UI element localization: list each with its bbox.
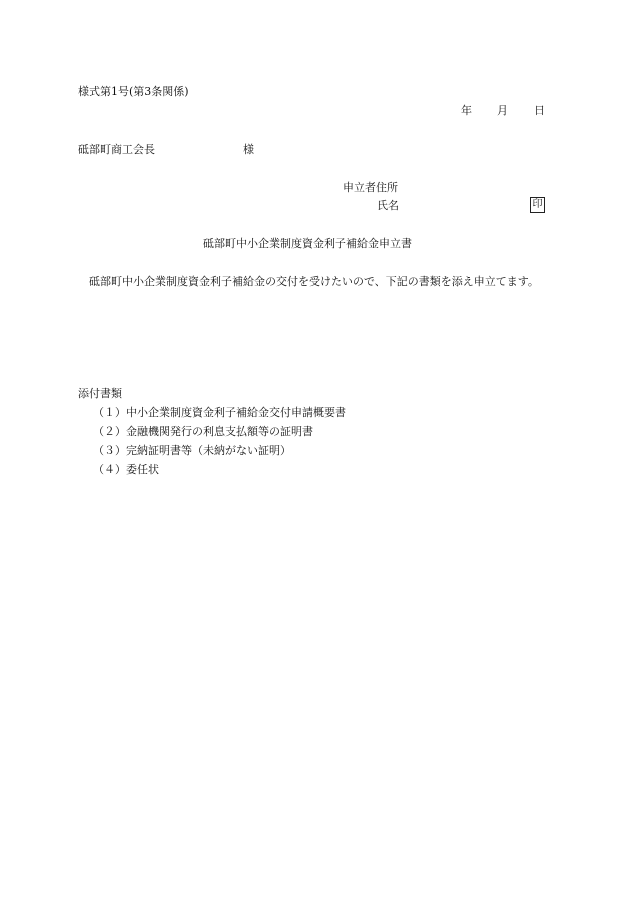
attachment-item [93,463,159,476]
seal-mark: 印 [530,197,545,213]
applicant-name-label: 氏名 [377,199,399,212]
date-month-label: 月 [497,104,508,117]
attachment-item [93,444,291,457]
attachment-text: 委任状 [126,463,159,476]
attachment-text: 金融機関発行の利息支払額等の証明書 [126,425,313,438]
date-day-label: 日 [534,104,545,117]
applicant-address-label: 申立者住所 [343,181,398,194]
attachment-item [93,425,313,438]
attachment-text: 中小企業制度資金利子補給金交付申請概要書 [126,406,346,419]
document-title: 砥部町中小企業制度資金利子補給金申立書 [203,237,412,250]
recipient: 砥部町商工会長 [78,143,155,156]
attachment-item [93,406,346,419]
attachment-number: （１） [93,406,126,419]
date-line [461,104,545,117]
recipient-honorific: 様 [243,143,254,156]
attachment-text: 完納証明書等（未納がない証明） [126,444,291,457]
attachment-number: （３） [93,444,126,457]
attachment-number: （４） [93,463,126,476]
attachment-number: （２） [93,425,126,438]
body-paragraph: 砥部町中小企業制度資金利子補給金の交付を受けたいので、下記の書類を添え申立てます。 [89,275,539,288]
form-number: 様式第1号(第3条関係) [78,85,189,98]
attachments-heading: 添付書類 [78,387,122,400]
date-year-label: 年 [461,104,472,117]
